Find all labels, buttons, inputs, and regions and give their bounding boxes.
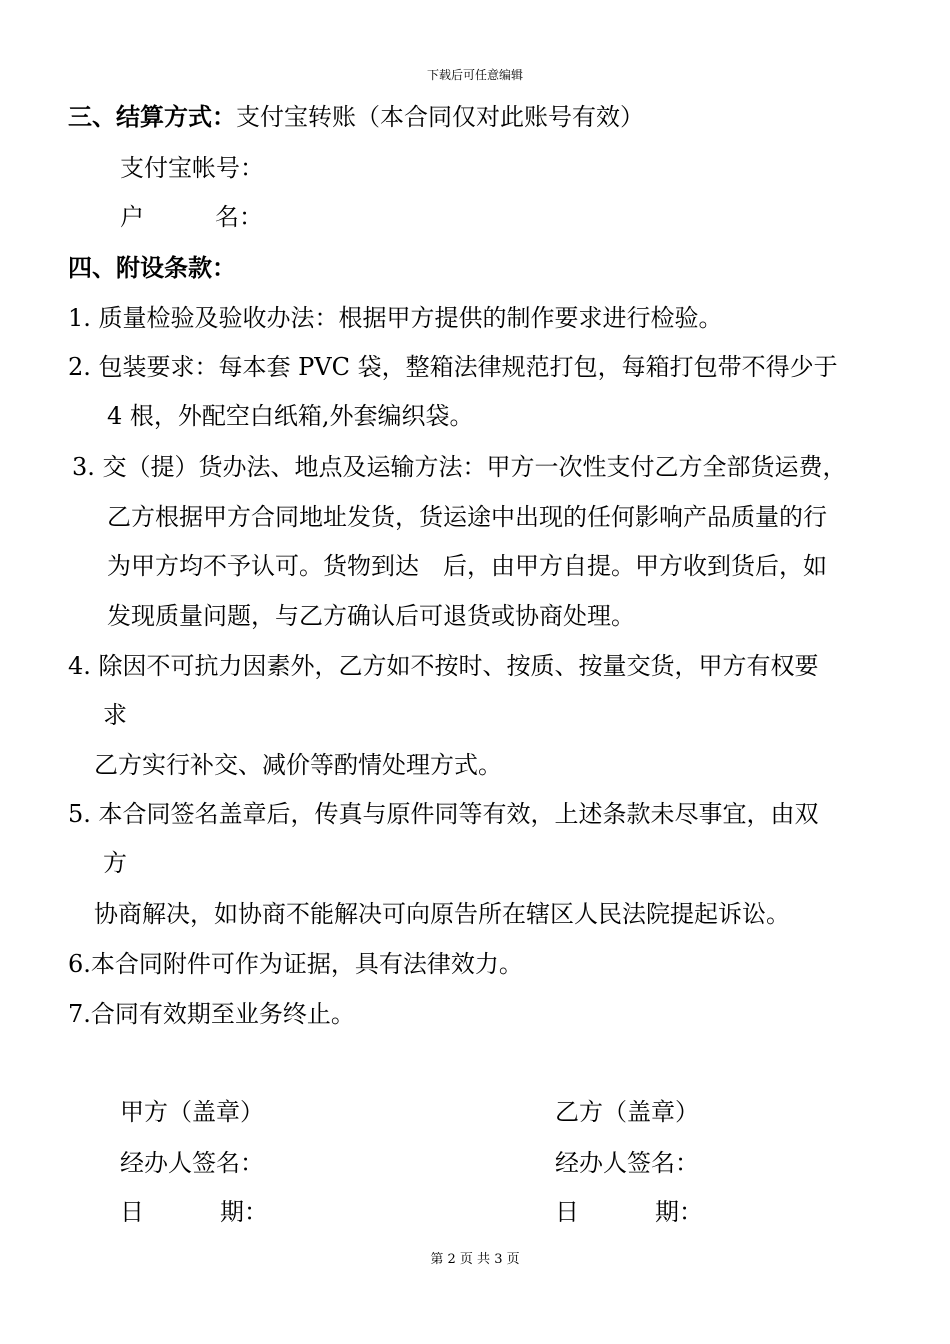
page-footer: 第 2 页 共 3 页 (430, 1252, 520, 1267)
clause-2-line-1: 2. 包装要求：每本套 PVC 袋，整箱法律规范打包，每箱打包带不得少于 (68, 353, 838, 381)
section3-heading: 三、结算方式： (68, 102, 236, 131)
section4-heading: 四、附设条款： (68, 253, 236, 282)
section3-line (68, 102, 644, 131)
clause-5-line-1: 5. 本合同签名盖章后，传真与原件同等有效，上述条款未尽事宜，由双 (68, 800, 819, 828)
clause-3-line-2: 乙方根据甲方合同地址发货，货运途中出现的任何影响产品质量的行 (107, 503, 827, 531)
account-name-label-2: 名： (215, 203, 263, 231)
clause-3-line-1: 3. 交（提）货办法、地点及运输方法：甲方一次性支付乙方全部货运费， (72, 453, 847, 481)
party-b-seal: 乙方（盖章） (555, 1098, 699, 1126)
clause-4-line-2: 求 (103, 701, 127, 729)
section3-text: 支付宝转账（本合同仅对此账号有效） (236, 103, 644, 131)
clause-5-line-3: 协商解决，如协商不能解决可向原告所在辖区人民法院提起诉讼。 (94, 900, 790, 928)
clause-6: 6.本合同附件可作为证据，具有法律效力。 (68, 950, 523, 978)
clause-7: 7.合同有效期至业务终止。 (68, 1000, 355, 1028)
party-a-agent-signature: 经办人签名： (120, 1149, 264, 1177)
party-b-date-label-1: 日 (555, 1198, 579, 1226)
clause-1: 1. 质量检验及验收办法：根据甲方提供的制作要求进行检验。 (68, 304, 723, 332)
party-a-date-label-1: 日 (120, 1198, 144, 1226)
clause-3-line-4: 发现质量问题，与乙方确认后可退货或协商处理。 (107, 602, 635, 630)
account-name-label-1: 户 (120, 203, 144, 231)
alipay-account-label: 支付宝帐号： (120, 154, 264, 182)
party-b-date-label-2: 期： (655, 1198, 703, 1226)
party-a-seal: 甲方（盖章） (120, 1098, 264, 1126)
party-a-date-label-2: 期： (220, 1198, 268, 1226)
page-header: 下载后可任意编辑 (426, 68, 523, 82)
clause-4-line-3: 乙方实行补交、减价等酌情处理方式。 (94, 751, 502, 779)
party-b-agent-signature: 经办人签名： (555, 1149, 699, 1177)
clause-2-line-2: 4 根，外配空白纸箱,外套编织袋。 (107, 402, 474, 430)
clause-4-line-1: 4. 除因不可抗力因素外，乙方如不按时、按质、按量交货，甲方有权要 (68, 652, 819, 680)
clause-5-line-2: 方 (103, 849, 127, 877)
clause-3-line-3: 为甲方均不予认可。货物到达 后，由甲方自提。甲方收到货后，如 (107, 552, 827, 580)
